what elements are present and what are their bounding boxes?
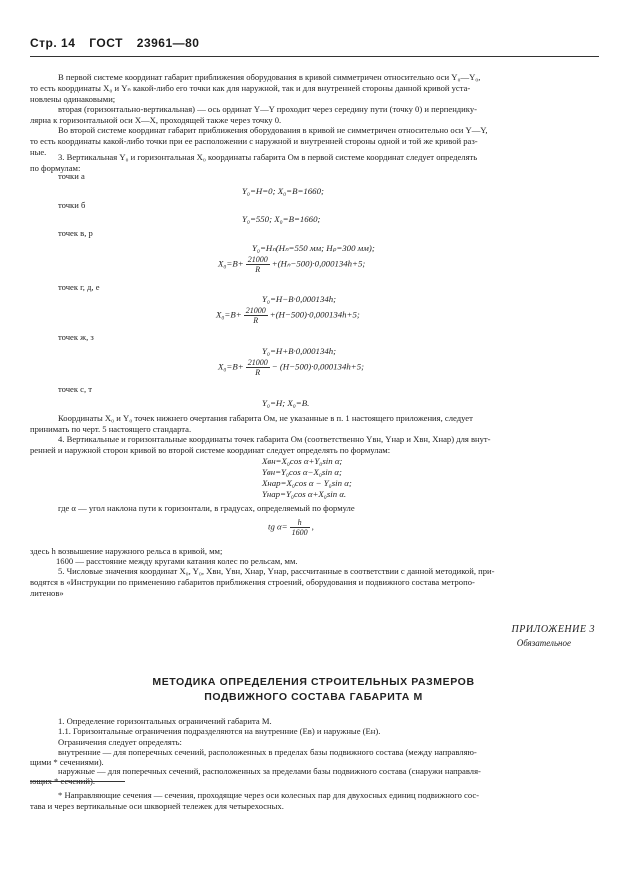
standard-number: 23961—80 (136, 36, 200, 50)
page-label: Стр. 14 (30, 36, 76, 50)
text-line: здесь h возвышение наружного рельса в кривой, мм; (30, 546, 223, 556)
text-line: где α — угол наклона пути к горизонтали, в градусах, определяемый по формуле (58, 503, 355, 513)
footnote-line: * Направляющие сечения — сечения, проходящие через оси колесных пар для двухосных единиц подвижного сос- (58, 790, 480, 800)
point-label: точки б (58, 200, 86, 210)
text-line: то есть координаты какой-либо точки при ее расположении с наружной и внутренней стороны одной и той же кривой раз- (30, 136, 478, 146)
formula (218, 255, 365, 274)
text-line: литенов» (30, 588, 64, 598)
text-line: Ограничения следует определять: (58, 737, 182, 747)
text-line: 5. Числовые значения координат X₀, Y₀, Xвн, Yвн, Xнар, Yнар, рассчитанные в соответствии с данной методикой, при- (58, 566, 495, 576)
footnote-rule (30, 781, 125, 782)
fraction-numerator: h (290, 518, 310, 528)
formula: Yнар=Y₀cos α+X₀sin α. (262, 489, 347, 499)
appendix-status: Обязательное (516, 638, 571, 648)
formula: Y₀=Hₙ(Hₙ=550 мм; Hₚ=300 мм); (252, 243, 375, 253)
text-line: по формулам: (30, 163, 81, 173)
fraction (246, 255, 270, 274)
formula: Y₀=H=0; X₀=B=1660; (242, 186, 324, 196)
text-line: 4. Вертикальные и горизонтальные координаты точек габарита Oм (соответственно Yвн, Yнар и Xвн, Xнар) для внут- (58, 434, 491, 444)
formula: Y₀=H+B·0,000134h; (262, 346, 337, 356)
fraction (246, 358, 270, 377)
point-label: точек с, т (58, 384, 93, 394)
formula-part: X₀=B+ (218, 361, 244, 372)
text-line: лярна к горизонтальной оси X—X, проходящей также через точку 0. (30, 115, 282, 125)
formula-part: +(Hₙ−500)·0,000134h+5; (271, 258, 366, 269)
section-title: МЕТОДИКА ОПРЕДЕЛЕНИЯ СТРОИТЕЛЬНЫХ РАЗМЕРОВ (152, 676, 475, 688)
formula: Xнар=X₀cos α − Y₀sin α; (262, 478, 352, 488)
text-line: Координаты X₀ и Y₀ точек нижнего очертания габарита Oм, не указанные в п. 1 настоящего приложения, следует (58, 413, 473, 423)
formula (268, 518, 314, 537)
point-label: точек в, р (58, 228, 93, 238)
fraction-denominator: 1600 (291, 528, 308, 537)
formula-part: +(H−500)·0,000134h+5; (269, 309, 360, 320)
formula-part: , (311, 521, 314, 532)
text-line: 1. Определение горизонтальных ограничений габарита М. (58, 716, 272, 726)
text-line: Во второй системе координат габарит приближения оборудования в кривой не симметричен относительно оси Y—Y, (58, 125, 488, 135)
fraction-denominator: R (253, 316, 259, 325)
point-label: точек ж, з (58, 332, 94, 342)
standard-label: ГОСТ (89, 36, 123, 50)
point-label: точки а (58, 171, 85, 181)
formula (216, 306, 360, 325)
header-rule (30, 56, 599, 57)
fraction-numerator: 21000 (247, 255, 268, 264)
text-line: 1.1. Горизонтальные ограничения подразделяются на внутренние (Eв) и наружные (Eн). (58, 726, 381, 736)
page-header (30, 36, 209, 50)
section-title: ПОДВИЖНОГО СОСТАВА ГАБАРИТА М (204, 691, 423, 703)
fraction-numerator: 21000 (247, 358, 268, 367)
formula-part: tg α= (268, 521, 288, 532)
text-line: ные. (30, 147, 47, 157)
text-line: вторая (горизонтально-вертикальная) — ось ординат Y—Y проходит через середину пути (точку 0) и перпендику- (58, 104, 477, 114)
text-line: ренней и наружной сторон кривой во второй системе координат следует определять по формулам: (30, 445, 391, 455)
text-line: то есть координаты X₀ и Yₙ какой-либо его точки как для наружной, так и для внутренней стороны данной кривой уста- (30, 83, 471, 93)
text-line: ющих * сечений). (30, 776, 95, 786)
fraction-numerator: 21000 (245, 306, 266, 315)
footnote-line: тава и через вертикальные оси шкворней тележек для четырехосных. (30, 801, 284, 811)
text-line: 3. Вертикальная Y₀ и горизонтальная X₀ координаты габарита Oм в первой системе координат следует определять (58, 152, 478, 162)
fraction (244, 306, 268, 325)
formula: Y₀=H; X₀=B. (262, 398, 310, 408)
formula-part: X₀=B+ (216, 309, 242, 320)
formula: Y₀=550; X₀=B=1660; (242, 214, 321, 224)
fraction (290, 518, 310, 537)
text-line: 1600 — расстояние между кругами катания колес по рельсам, мм. (56, 556, 298, 566)
text-line: В первой системе координат габарит приближения оборудования в кривой симметричен относительно оси Y₀—Y₀, (58, 72, 481, 82)
text-line: водятся в «Инструкции по применению габаритов приближения строений, оборудования и подвижного состава метропо- (30, 577, 475, 587)
formula: Yвн=Y₀cos α−X₀sin α; (262, 467, 342, 477)
text-line: внутренние — для поперечных сечений, расположенных в пределах базы подвижного состава (между направляю- (58, 747, 477, 757)
formula-part: X₀=B+ (218, 258, 244, 269)
formula (218, 358, 364, 377)
text-line: новлены одинаковыми; (30, 94, 116, 104)
fraction-denominator: R (255, 265, 261, 274)
text-line: принимать по черт. 5 настоящего стандарта. (30, 424, 192, 434)
fraction-denominator: R (255, 368, 261, 377)
point-label: точек г, д, е (58, 282, 100, 292)
text-line: наружные — для поперечных сечений, расположенных за пределами базы подвижного состава (снаружи направля- (58, 766, 481, 776)
formula-part: − (H−500)·0,000134h+5; (271, 361, 365, 372)
text-line: щими * сечениями). (30, 757, 104, 767)
formula: Y₀=H−B·0,000134h; (262, 294, 337, 304)
formula: Xвн=X₀cos α+Y₀sin α; (262, 456, 343, 466)
appendix-label: ПРИЛОЖЕНИЕ 3 (511, 624, 595, 635)
